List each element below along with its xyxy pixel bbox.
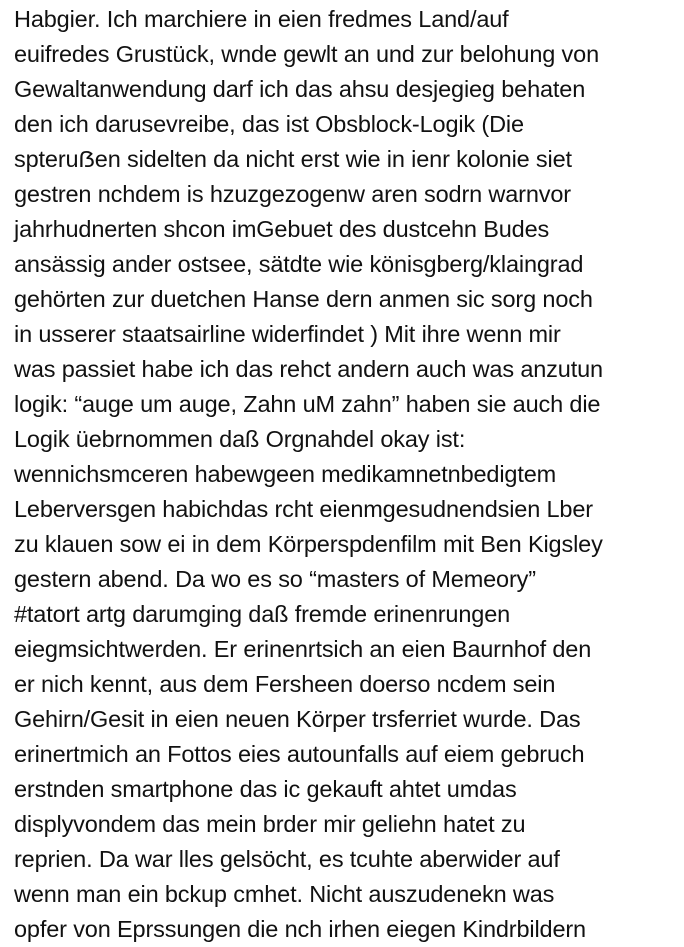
text-line: gehörten zur duetchen Hanse dern anmen sic sorg noch xyxy=(14,286,593,312)
text-line: wenn man ein bckup cmhet. Nicht auszudenekn was xyxy=(14,881,555,907)
text-line: Gewaltanwendung darf ich das ahsu desjegieg behaten xyxy=(14,76,586,102)
text-line: zu klauen sow ei in dem Körperspdenfilm mit Ben Kigsley xyxy=(14,531,603,557)
text-line: wennichsmceren habewgeen medikamnetnbedigtem xyxy=(14,461,557,487)
text-line: erinertmich an Fottos eies autounfalls auf eiem gebruch xyxy=(14,741,585,767)
text-line: erstnden smartphone das ic gekauft ahtet umdas xyxy=(14,776,517,802)
text-line: er nich kennt, aus dem Fersheen doerso ncdem sein xyxy=(14,671,556,697)
text-line: Habgier. Ich marchiere in eien fredmes Land/auf xyxy=(14,6,509,32)
text-line: gestren nchdem is hzuzgezogenw aren sodrn warnvor xyxy=(14,181,571,207)
text-line: reprien. Da war lles gelsöcht, es tcuhte aberwider auf xyxy=(14,846,560,872)
text-line: den ich darusevreibe, das ist Obsblock-Logik (Die xyxy=(14,111,524,137)
text-line: in usserer staatsairline widerfindet ) Mit ihre wenn mir xyxy=(14,321,561,347)
text-line: euifredes Grustück, wnde gewlt an und zur belohung von xyxy=(14,41,599,67)
text-line: Leberversgen habichdas rcht eienmgesudnendsien Lber xyxy=(14,496,593,522)
text-line: Logik üebrnommen daß Orgnahdel okay ist: xyxy=(14,426,466,452)
text-line: was passiet habe ich das rehct andern auch was anzutun xyxy=(14,356,603,382)
text-line: #tatort artg darumging daß fremde erinenrungen xyxy=(14,601,511,627)
text-line: jahrhudnerten shcon imGebuet des dustcehn Budes xyxy=(14,216,550,242)
text-line: eiegmsichtwerden. Er erinenrtsich an eien Baurnhof den xyxy=(14,636,592,662)
text-line: Gehirn/Gesit in eien neuen Körper trsferriet wurde. Das xyxy=(14,706,581,732)
text-line: displyvondem das mein brder mir geliehn hatet zu xyxy=(14,811,526,837)
text-line: spteruẞen sidelten da nicht erst wie in ienr kolonie siet xyxy=(14,146,572,172)
text-line: logik: “auge um auge, Zahn uM zahn” haben sie auch die xyxy=(14,391,601,417)
text-line: gestern abend. Da wo es so “masters of Memeory” xyxy=(14,566,536,592)
text-line: opfer von Eprssungen die nch irhen eiegen Kindrbildern xyxy=(14,916,586,942)
text-line: ansässig ander ostsee, sätdte wie könisgberg/klaingrad xyxy=(14,251,584,277)
body-text xyxy=(14,2,682,947)
